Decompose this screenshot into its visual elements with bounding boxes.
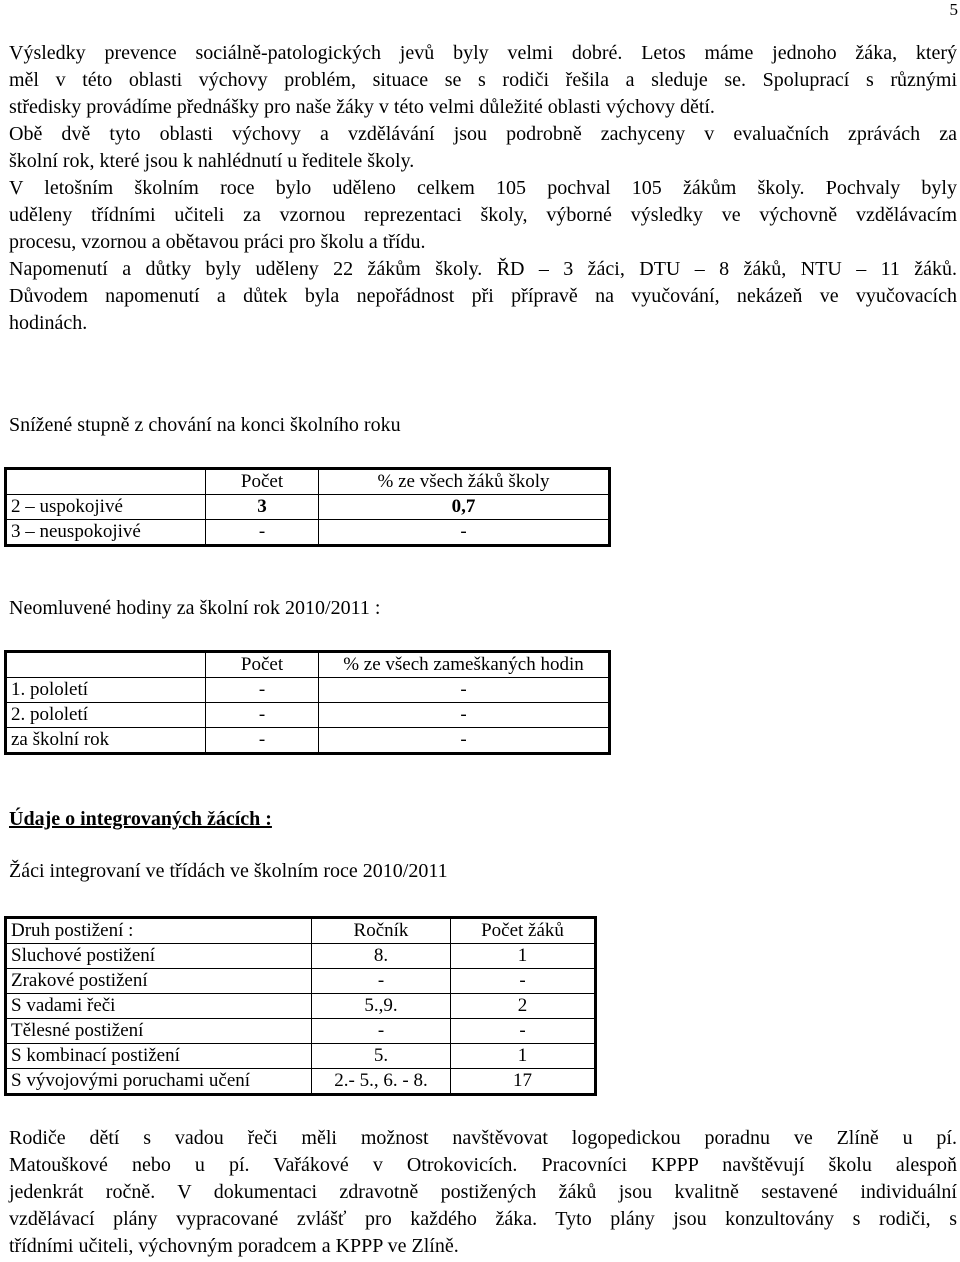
table-cell: Zrakové postižení <box>6 969 312 994</box>
table-cell: 1 <box>451 1044 596 1069</box>
table-header-cell: Ročník <box>312 918 451 944</box>
text-line: středisky provádíme přednášky pro naše žáky v této velmi důležité oblasti výchovy dětí. <box>9 96 715 118</box>
text-line: hodinách. <box>9 312 88 334</box>
text-line: třídními učiteli, výchovným poradcem a KPPP ve Zlíně. <box>9 1235 459 1257</box>
table-row <box>6 944 596 969</box>
table-cell: 3 <box>206 495 319 520</box>
table-row <box>6 520 610 546</box>
table-cell: - <box>206 728 319 754</box>
table-cell: 1. pololetí <box>6 678 206 703</box>
table-header-cell: % ze všech zameškaných hodin <box>319 652 610 678</box>
table-cell <box>6 469 206 495</box>
table-row <box>6 994 596 1019</box>
text-line: jedenkrát ročně. V dokumentaci zdravotně postižených žáků jsou kvalitně sestavené individuální <box>9 1181 957 1203</box>
text-line: vzdělávací plány vypracované zvlášť pro každého žáka. Tyto plány jsou konzultovány s rodiči, s <box>9 1208 957 1230</box>
table-cell: S vadami řeči <box>6 994 312 1019</box>
table-header-cell: % ze všech žáků školy <box>319 469 610 495</box>
table-cell: - <box>206 520 319 546</box>
table-cell: - <box>319 520 610 546</box>
intro-paragraph <box>9 40 957 337</box>
table-cell <box>6 652 206 678</box>
text-line: procesu, vzornou a obětavou práci pro školu a třídu. <box>9 231 426 253</box>
table-cell: - <box>312 1019 451 1044</box>
table-cell: 5.,9. <box>312 994 451 1019</box>
table-cell: - <box>206 703 319 728</box>
table-cell: 8. <box>312 944 451 969</box>
table-cell: - <box>319 678 610 703</box>
table-header-row <box>6 652 610 678</box>
text-line: Rodiče dětí s vadou řeči měli možnost navštěvovat logopedickou poradnu ve Zlíně u pí. <box>9 1127 957 1149</box>
table-row <box>6 703 610 728</box>
table-header-row <box>6 918 596 944</box>
table-cell: - <box>451 969 596 994</box>
table-cell: 2 <box>451 994 596 1019</box>
table-row <box>6 678 610 703</box>
table-row <box>6 1069 596 1095</box>
closing-paragraph <box>9 1125 957 1260</box>
table-cell: za školní rok <box>6 728 206 754</box>
table-cell: 2.- 5., 6. - 8. <box>312 1069 451 1095</box>
text-line: školní rok, které jsou k nahlédnutí u ředitele školy. <box>9 150 415 172</box>
text-line: Obě dvě tyto oblasti výchovy a vzdělávání jsou podrobně zachyceny v evaluačních zprávách za <box>9 123 957 145</box>
table-header-row <box>6 469 610 495</box>
text-line: měl v této oblasti výchovy problém, situace se s rodiči řešila a sleduje se. Spoluprací s různými <box>9 69 957 91</box>
table-cell: - <box>312 969 451 994</box>
table-cell: S vývojovými poruchami učení <box>6 1069 312 1095</box>
text-line: Napomenutí a důtky byly uděleny 22 žákům školy. ŘD – 3 žáci, DTU – 8 žáků, NTU – 11 žáků. <box>9 258 957 280</box>
table-header-cell: Počet <box>206 469 319 495</box>
integrated-title: Žáci integrovaní ve třídách ve školním roce 2010/2011 <box>9 860 448 882</box>
table-cell: Tělesné postižení <box>6 1019 312 1044</box>
table-header-cell: Počet <box>206 652 319 678</box>
page-number: 5 <box>949 0 958 19</box>
conduct-table <box>4 467 611 547</box>
table-cell: 17 <box>451 1069 596 1095</box>
table-cell: 2 – uspokojivé <box>6 495 206 520</box>
table-row <box>6 728 610 754</box>
table-cell: - <box>206 678 319 703</box>
absence-title: Neomluvené hodiny za školní rok 2010/2011 : <box>9 597 381 619</box>
table-cell: 0,7 <box>319 495 610 520</box>
table-header-cell: Druh postižení : <box>6 918 312 944</box>
table-row <box>6 1044 596 1069</box>
text-line: Výsledky prevence sociálně-patologických jevů byly velmi dobré. Letos máme jednoho žáka, který <box>9 42 957 64</box>
text-line: V letošním školním roce bylo uděleno celkem 105 pochval 105 žákům školy. Pochvaly byly <box>9 177 957 199</box>
text-line: Matouškové nebo u pí. Vařákové v Otrokovicích. Pracovníci KPPP navštěvují školu alespoň <box>9 1154 957 1176</box>
conduct-title: Snížené stupně z chování na konci školního roku <box>9 414 401 436</box>
table-cell: - <box>451 1019 596 1044</box>
absence-table <box>4 650 611 755</box>
table-cell: S kombinací postižení <box>6 1044 312 1069</box>
table-cell: 2. pololetí <box>6 703 206 728</box>
text-line: Důvodem napomenutí a důtek byla nepořádnost při přípravě na vyučování, nekázeň ve vyučovacích <box>9 285 957 307</box>
integrated-table <box>4 916 597 1096</box>
table-cell: - <box>319 703 610 728</box>
table-cell: 1 <box>451 944 596 969</box>
table-cell: 3 – neuspokojivé <box>6 520 206 546</box>
table-header-cell: Počet žáků <box>451 918 596 944</box>
table-cell: Sluchové postižení <box>6 944 312 969</box>
table-row <box>6 1019 596 1044</box>
text-line: uděleny třídními učiteli za vzornou reprezentaci školy, výborné výsledky ve výchovně vzdělávacím <box>9 204 957 226</box>
integrated-section-title: Údaje o integrovaných žácích : <box>9 808 272 830</box>
table-row <box>6 969 596 994</box>
table-row <box>6 495 610 520</box>
table-cell: 5. <box>312 1044 451 1069</box>
table-cell: - <box>319 728 610 754</box>
